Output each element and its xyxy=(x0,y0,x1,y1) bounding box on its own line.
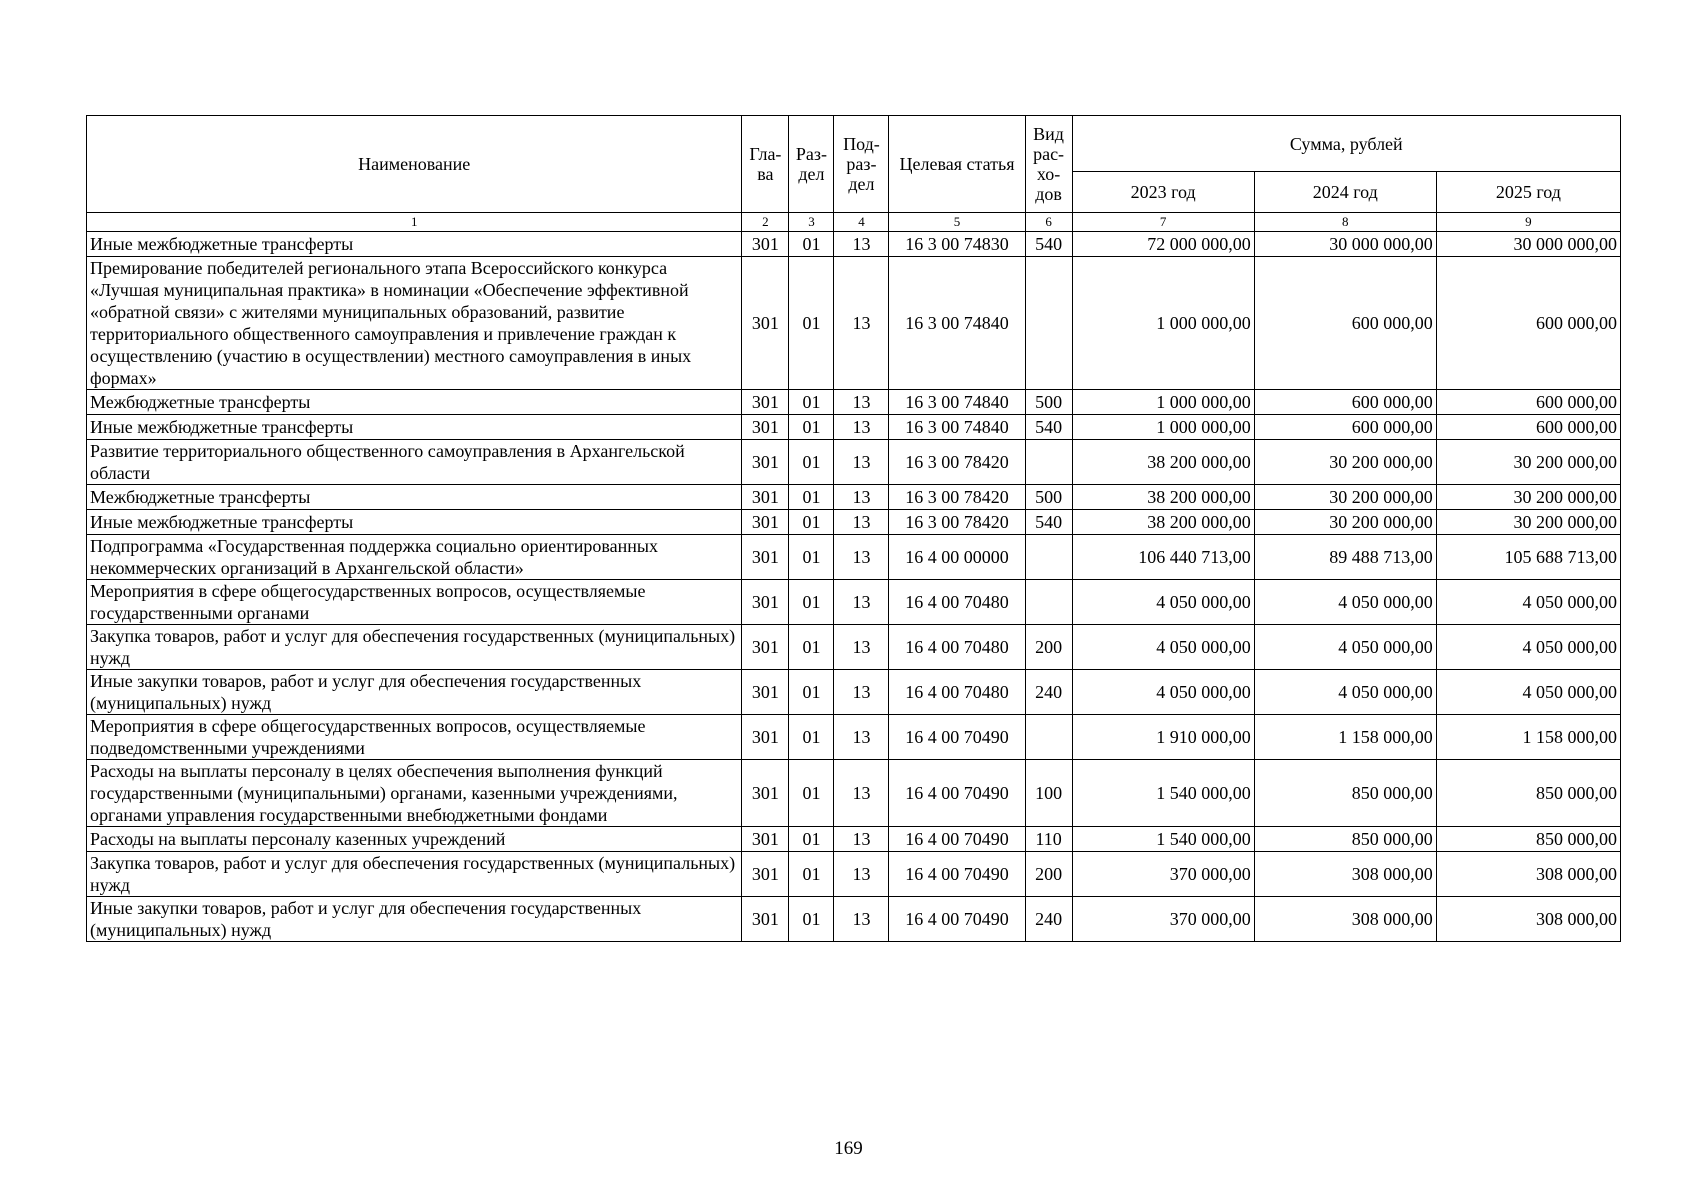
row-tselevaya: 16 3 00 74840 xyxy=(889,390,1025,415)
budget-table xyxy=(86,115,1621,942)
row-podrazdel: 13 xyxy=(834,827,889,852)
row-amount-2024: 30 200 000,00 xyxy=(1254,510,1436,535)
row-glava: 301 xyxy=(742,485,789,510)
row-vid: 500 xyxy=(1025,390,1072,415)
row-glava: 301 xyxy=(742,580,789,625)
column-number: 8 xyxy=(1254,213,1436,232)
row-amount-2023: 1 000 000,00 xyxy=(1072,390,1254,415)
row-podrazdel: 13 xyxy=(834,670,889,715)
header-year-2024: 2024 год xyxy=(1254,172,1436,213)
row-amount-2023: 370 000,00 xyxy=(1072,852,1254,897)
row-amount-2023: 1 000 000,00 xyxy=(1072,415,1254,440)
row-amount-2025: 850 000,00 xyxy=(1436,760,1620,827)
column-number: 6 xyxy=(1025,213,1072,232)
row-razdel: 01 xyxy=(789,390,834,415)
header-razdel: Раз-дел xyxy=(789,116,834,213)
header-year-2025: 2025 год xyxy=(1436,172,1620,213)
row-amount-2023: 1 540 000,00 xyxy=(1072,760,1254,827)
column-number: 3 xyxy=(789,213,834,232)
column-number: 2 xyxy=(742,213,789,232)
row-glava: 301 xyxy=(742,625,789,670)
row-amount-2025: 4 050 000,00 xyxy=(1436,670,1620,715)
table-row xyxy=(87,715,1621,760)
row-amount-2025: 600 000,00 xyxy=(1436,415,1620,440)
row-amount-2025: 30 200 000,00 xyxy=(1436,440,1620,485)
row-amount-2024: 600 000,00 xyxy=(1254,257,1436,390)
row-vid: 100 xyxy=(1025,760,1072,827)
row-glava: 301 xyxy=(742,715,789,760)
row-vid: 200 xyxy=(1025,852,1072,897)
row-name: Иные межбюджетные трансферты xyxy=(87,415,742,440)
row-vid: 500 xyxy=(1025,485,1072,510)
row-razdel: 01 xyxy=(789,485,834,510)
row-amount-2023: 38 200 000,00 xyxy=(1072,510,1254,535)
row-amount-2024: 1 158 000,00 xyxy=(1254,715,1436,760)
row-vid: 540 xyxy=(1025,415,1072,440)
row-amount-2024: 850 000,00 xyxy=(1254,760,1436,827)
row-tselevaya: 16 3 00 74840 xyxy=(889,257,1025,390)
header-glava: Гла-ва xyxy=(742,116,789,213)
row-glava: 301 xyxy=(742,897,789,942)
row-razdel: 01 xyxy=(789,760,834,827)
row-name: Иные межбюджетные трансферты xyxy=(87,232,742,257)
row-glava: 301 xyxy=(742,852,789,897)
row-vid xyxy=(1025,580,1072,625)
row-amount-2025: 4 050 000,00 xyxy=(1436,580,1620,625)
row-razdel: 01 xyxy=(789,670,834,715)
row-vid xyxy=(1025,715,1072,760)
table-row xyxy=(87,510,1621,535)
column-number-row xyxy=(87,213,1621,232)
row-amount-2024: 308 000,00 xyxy=(1254,897,1436,942)
table-row xyxy=(87,580,1621,625)
row-podrazdel: 13 xyxy=(834,510,889,535)
row-podrazdel: 13 xyxy=(834,415,889,440)
table-row xyxy=(87,232,1621,257)
header-podrazdel: Под-раз-дел xyxy=(834,116,889,213)
row-name: Развитие территориального общественного самоуправления в Архангельской области xyxy=(87,440,742,485)
row-vid: 200 xyxy=(1025,625,1072,670)
row-amount-2024: 30 000 000,00 xyxy=(1254,232,1436,257)
row-amount-2023: 4 050 000,00 xyxy=(1072,625,1254,670)
row-name: Расходы на выплаты персоналу в целях обеспечения выполнения функций государственными (муниципальными) органами, казенными учреждениями, органами управления государственными внебюджетными фондами xyxy=(87,760,742,827)
row-tselevaya: 16 4 00 70480 xyxy=(889,580,1025,625)
row-tselevaya: 16 3 00 74830 xyxy=(889,232,1025,257)
row-tselevaya: 16 3 00 78420 xyxy=(889,510,1025,535)
row-razdel: 01 xyxy=(789,415,834,440)
row-amount-2024: 600 000,00 xyxy=(1254,415,1436,440)
row-razdel: 01 xyxy=(789,440,834,485)
row-podrazdel: 13 xyxy=(834,485,889,510)
row-tselevaya: 16 4 00 70480 xyxy=(889,625,1025,670)
row-podrazdel: 13 xyxy=(834,440,889,485)
row-amount-2023: 370 000,00 xyxy=(1072,897,1254,942)
row-amount-2023: 4 050 000,00 xyxy=(1072,580,1254,625)
row-amount-2024: 30 200 000,00 xyxy=(1254,440,1436,485)
table-body xyxy=(87,213,1621,942)
row-vid: 540 xyxy=(1025,232,1072,257)
row-glava: 301 xyxy=(742,670,789,715)
header-year-2023: 2023 год xyxy=(1072,172,1254,213)
row-vid: 240 xyxy=(1025,670,1072,715)
row-amount-2025: 1 158 000,00 xyxy=(1436,715,1620,760)
row-podrazdel: 13 xyxy=(834,625,889,670)
row-amount-2025: 30 200 000,00 xyxy=(1436,485,1620,510)
row-podrazdel: 13 xyxy=(834,897,889,942)
table-row xyxy=(87,852,1621,897)
row-glava: 301 xyxy=(742,827,789,852)
row-name: Подпрограмма «Государственная поддержка социально ориентированных некоммерческих организаций в Архангельской области» xyxy=(87,535,742,580)
row-name: Премирование победителей регионального этапа Всероссийского конкурса «Лучшая муниципальная практика» в номинации «Обеспечение эффективной «обратной связи» с жителями муниципальных образований, развитие территориального общественного самоуправления и привлечение граждан к осуществлению (участию в осуществлении) местного самоуправления в иных формах» xyxy=(87,257,742,390)
row-podrazdel: 13 xyxy=(834,715,889,760)
row-tselevaya: 16 4 00 70490 xyxy=(889,715,1025,760)
row-amount-2023: 1 000 000,00 xyxy=(1072,257,1254,390)
row-amount-2023: 1 540 000,00 xyxy=(1072,827,1254,852)
row-name: Закупка товаров, работ и услуг для обеспечения государственных (муниципальных) нужд xyxy=(87,625,742,670)
row-razdel: 01 xyxy=(789,510,834,535)
row-name: Межбюджетные трансферты xyxy=(87,485,742,510)
column-number: 1 xyxy=(87,213,742,232)
row-amount-2023: 72 000 000,00 xyxy=(1072,232,1254,257)
table-row xyxy=(87,440,1621,485)
row-podrazdel: 13 xyxy=(834,232,889,257)
column-number: 5 xyxy=(889,213,1025,232)
row-razdel: 01 xyxy=(789,535,834,580)
row-amount-2023: 38 200 000,00 xyxy=(1072,485,1254,510)
row-glava: 301 xyxy=(742,535,789,580)
table-row xyxy=(87,257,1621,390)
table-row xyxy=(87,625,1621,670)
row-razdel: 01 xyxy=(789,232,834,257)
table-row xyxy=(87,535,1621,580)
row-amount-2024: 4 050 000,00 xyxy=(1254,580,1436,625)
row-vid xyxy=(1025,440,1072,485)
table-row xyxy=(87,670,1621,715)
header-name: Наименование xyxy=(87,116,742,213)
row-amount-2023: 4 050 000,00 xyxy=(1072,670,1254,715)
row-amount-2024: 600 000,00 xyxy=(1254,390,1436,415)
row-vid: 110 xyxy=(1025,827,1072,852)
row-podrazdel: 13 xyxy=(834,760,889,827)
table-row xyxy=(87,390,1621,415)
row-vid: 540 xyxy=(1025,510,1072,535)
table-row xyxy=(87,760,1621,827)
table-row xyxy=(87,415,1621,440)
row-razdel: 01 xyxy=(789,625,834,670)
row-amount-2024: 308 000,00 xyxy=(1254,852,1436,897)
row-glava: 301 xyxy=(742,440,789,485)
row-amount-2024: 30 200 000,00 xyxy=(1254,485,1436,510)
row-glava: 301 xyxy=(742,390,789,415)
row-name: Мероприятия в сфере общегосударственных вопросов, осуществляемые подведомственными учреждениями xyxy=(87,715,742,760)
table-row xyxy=(87,485,1621,510)
row-amount-2023: 38 200 000,00 xyxy=(1072,440,1254,485)
row-amount-2025: 600 000,00 xyxy=(1436,390,1620,415)
row-tselevaya: 16 4 00 70490 xyxy=(889,852,1025,897)
row-tselevaya: 16 3 00 78420 xyxy=(889,440,1025,485)
row-podrazdel: 13 xyxy=(834,257,889,390)
row-vid xyxy=(1025,257,1072,390)
row-razdel: 01 xyxy=(789,827,834,852)
row-glava: 301 xyxy=(742,232,789,257)
header-tselevaya: Целевая статья xyxy=(889,116,1025,213)
row-tselevaya: 16 4 00 70490 xyxy=(889,897,1025,942)
row-podrazdel: 13 xyxy=(834,390,889,415)
row-podrazdel: 13 xyxy=(834,580,889,625)
row-amount-2025: 30 200 000,00 xyxy=(1436,510,1620,535)
header-summa: Сумма, рублей xyxy=(1072,116,1620,172)
row-name: Иные межбюджетные трансферты xyxy=(87,510,742,535)
row-name: Межбюджетные трансферты xyxy=(87,390,742,415)
row-amount-2023: 1 910 000,00 xyxy=(1072,715,1254,760)
row-razdel: 01 xyxy=(789,580,834,625)
row-tselevaya: 16 4 00 70480 xyxy=(889,670,1025,715)
row-amount-2024: 850 000,00 xyxy=(1254,827,1436,852)
row-razdel: 01 xyxy=(789,257,834,390)
row-razdel: 01 xyxy=(789,715,834,760)
row-amount-2025: 4 050 000,00 xyxy=(1436,625,1620,670)
row-glava: 301 xyxy=(742,510,789,535)
column-number: 4 xyxy=(834,213,889,232)
row-amount-2024: 4 050 000,00 xyxy=(1254,670,1436,715)
table-row xyxy=(87,827,1621,852)
row-razdel: 01 xyxy=(789,852,834,897)
row-razdel: 01 xyxy=(789,897,834,942)
row-tselevaya: 16 4 00 00000 xyxy=(889,535,1025,580)
table-row xyxy=(87,897,1621,942)
row-name: Иные закупки товаров, работ и услуг для обеспечения государственных (муниципальных) нужд xyxy=(87,670,742,715)
row-amount-2025: 850 000,00 xyxy=(1436,827,1620,852)
table-header xyxy=(87,116,1621,213)
row-tselevaya: 16 4 00 70490 xyxy=(889,760,1025,827)
row-podrazdel: 13 xyxy=(834,535,889,580)
column-number: 7 xyxy=(1072,213,1254,232)
row-amount-2024: 4 050 000,00 xyxy=(1254,625,1436,670)
row-name: Мероприятия в сфере общегосударственных вопросов, осуществляемые государственными органами xyxy=(87,580,742,625)
row-tselevaya: 16 4 00 70490 xyxy=(889,827,1025,852)
row-amount-2025: 105 688 713,00 xyxy=(1436,535,1620,580)
row-podrazdel: 13 xyxy=(834,852,889,897)
page-number: 169 xyxy=(834,1138,863,1159)
row-name: Закупка товаров, работ и услуг для обеспечения государственных (муниципальных) нужд xyxy=(87,852,742,897)
row-amount-2025: 308 000,00 xyxy=(1436,852,1620,897)
row-tselevaya: 16 3 00 78420 xyxy=(889,485,1025,510)
row-name: Иные закупки товаров, работ и услуг для обеспечения государственных (муниципальных) нужд xyxy=(87,897,742,942)
column-number: 9 xyxy=(1436,213,1620,232)
row-name: Расходы на выплаты персоналу казенных учреждений xyxy=(87,827,742,852)
row-glava: 301 xyxy=(742,760,789,827)
row-glava: 301 xyxy=(742,415,789,440)
row-amount-2024: 89 488 713,00 xyxy=(1254,535,1436,580)
row-amount-2023: 106 440 713,00 xyxy=(1072,535,1254,580)
row-tselevaya: 16 3 00 74840 xyxy=(889,415,1025,440)
row-vid xyxy=(1025,535,1072,580)
row-amount-2025: 600 000,00 xyxy=(1436,257,1620,390)
row-glava: 301 xyxy=(742,257,789,390)
row-vid: 240 xyxy=(1025,897,1072,942)
header-vid: Вид рас-хо-дов xyxy=(1025,116,1072,213)
row-amount-2025: 308 000,00 xyxy=(1436,897,1620,942)
row-amount-2025: 30 000 000,00 xyxy=(1436,232,1620,257)
